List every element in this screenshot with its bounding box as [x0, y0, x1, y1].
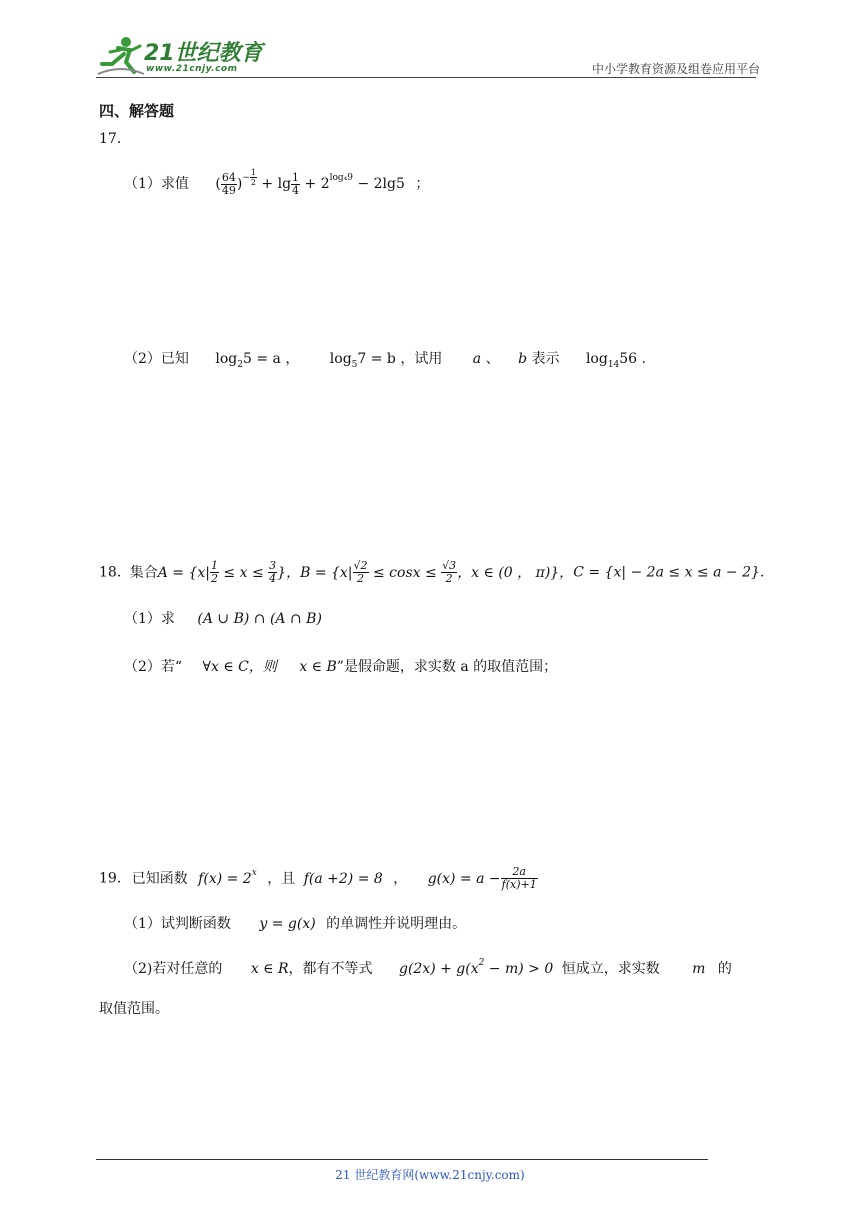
- q17-part2: [124, 348, 646, 370]
- denominator: 2: [357, 572, 365, 585]
- g-def: [427, 865, 538, 891]
- denominator: 4: [292, 183, 300, 197]
- numerator: √3: [442, 559, 457, 572]
- sep-1: ，且: [267, 870, 296, 887]
- f-exponent: x: [251, 867, 257, 878]
- log-text: log: [215, 351, 238, 367]
- ineq-a: g(2x) + g(x: [398, 961, 479, 977]
- q19-part2-rest: 恒成立，求实数: [561, 961, 660, 977]
- sep-2: ，: [393, 870, 408, 887]
- log-expr-1: [215, 351, 300, 370]
- q19-part1: [124, 913, 466, 933]
- lg-text: lg: [277, 176, 292, 192]
- q19-part2: [124, 958, 732, 978]
- semicolon: ；: [415, 176, 430, 192]
- numerator: 1: [250, 168, 256, 177]
- log-text: log: [585, 351, 608, 367]
- q19-part2-mid: ，都有不等式: [288, 961, 373, 977]
- var-a: a: [472, 351, 482, 367]
- q19-part1-label: （1）试判断函数: [124, 916, 231, 932]
- q19-number: 19.: [99, 870, 122, 887]
- denominator: 49: [221, 183, 236, 197]
- site-logo: [96, 34, 266, 78]
- logo-wordmark: 21世纪教育: [144, 41, 263, 66]
- log-text: log: [329, 351, 352, 367]
- express-text: 表示: [531, 351, 560, 367]
- fraction: [221, 172, 237, 197]
- f-condition: f(a +2) = 8: [303, 870, 383, 887]
- power-base: 2: [320, 176, 330, 192]
- q19-part2-de: 的: [717, 961, 732, 977]
- ineq-b: − m) > 0: [484, 961, 554, 977]
- x-in-r: x ∈ R: [250, 961, 289, 977]
- set-a: [157, 559, 301, 585]
- fraction: [441, 560, 457, 585]
- q18-part2: [124, 656, 557, 676]
- set-b-post: ，x ∈ (0 ， π)}，: [457, 564, 574, 581]
- exponent: [242, 168, 257, 187]
- fraction: [268, 560, 277, 585]
- denominator: 4: [269, 572, 277, 585]
- g-def-text: g(x) = a −: [427, 870, 501, 887]
- denominator: f(x)+1: [501, 878, 537, 891]
- q19-part2-line2: 取值范围。: [99, 1001, 169, 1017]
- logo-url: www.21cnjy.com: [146, 64, 238, 74]
- q18-part2-label: （2）若“: [124, 659, 183, 675]
- separator: 、: [485, 351, 500, 367]
- q19-part1-rest: 的单调性并说明理由。: [326, 916, 467, 932]
- ineq-exponent: 2: [478, 958, 485, 968]
- f-def: [198, 867, 257, 887]
- q18-number: 18.: [99, 564, 122, 581]
- set-a-post: }，: [277, 564, 301, 581]
- log-expr-3: [585, 351, 646, 370]
- q19-part1-expr: y = g(x): [259, 916, 316, 932]
- platform-name: 中小学教育资源及组卷应用平台: [591, 62, 760, 76]
- set-b-pre: B = {x|: [300, 564, 353, 581]
- set-a-pre: A = {x|: [157, 564, 210, 581]
- numerator: 1: [292, 170, 300, 184]
- exp-sign: −: [242, 173, 250, 183]
- log-rest: 56 .: [619, 351, 646, 367]
- q19-stem: [99, 866, 538, 891]
- footer-link[interactable]: 21 世纪教育网(www.21cnjy.com): [335, 1168, 525, 1182]
- inequality: [398, 958, 554, 977]
- q17-part2-label: （2）已知: [124, 351, 189, 367]
- numerator: 2a: [501, 866, 538, 879]
- denominator: 2: [250, 178, 256, 187]
- numerator: 64: [221, 170, 236, 184]
- fraction: [353, 560, 369, 585]
- q18-part1-label: （1）求: [124, 611, 175, 627]
- denominator: 2: [210, 572, 218, 585]
- q17-number: 17.: [99, 131, 122, 147]
- set-a-mid: ≤ x ≤: [218, 564, 269, 581]
- membership-expr: x ∈ B: [299, 659, 337, 675]
- numerator: 3: [269, 559, 277, 572]
- header-divider: [96, 77, 756, 78]
- set-b: [300, 559, 574, 585]
- q19-part2-label: （2)若对任意的: [124, 961, 223, 977]
- var-m: m: [692, 961, 706, 977]
- q18-part1-expr: (A ∪ B) ∩ (A ∩ B): [197, 611, 322, 627]
- forall-expr: ∀x ∈ C，则: [202, 659, 277, 675]
- q18-part2-rest: ”是假命题，求实数 a 的取值范围；: [336, 659, 558, 675]
- log-expr-2: [329, 351, 443, 370]
- expr-tail: − 2lg5: [357, 176, 405, 192]
- var-b: b: [518, 351, 528, 367]
- set-c: C = {x| − 2a ≤ x ≤ a − 2}.: [573, 564, 765, 581]
- q17-part1: [124, 168, 429, 197]
- runner-logo-icon: [96, 34, 146, 78]
- fraction: [210, 560, 219, 585]
- log-base: 14: [607, 360, 620, 370]
- footer-divider: [96, 1159, 708, 1160]
- q18-stem: [99, 560, 764, 585]
- log-base: 2: [237, 360, 243, 370]
- section-title: 四、解答题: [99, 102, 175, 120]
- numerator: 1: [210, 559, 218, 572]
- set-b-mid: ≤ cosx ≤: [368, 564, 442, 581]
- q17-part1-expr: ( $\frac{64}{49}$ )$^{- \frac{1}{2}}$ + lg $\frac{1}{4}$ + $2^{log_49} - 2\lg 5$: [215, 168, 405, 197]
- log-base: 5: [351, 360, 358, 370]
- numerator: √2: [353, 559, 368, 572]
- exp-fraction: [250, 168, 257, 187]
- fraction: [291, 172, 300, 197]
- log-rest: 7 = b ，试用: [357, 351, 443, 367]
- power-exponent: log₄9: [329, 173, 354, 183]
- fraction: [501, 866, 538, 891]
- q17-part1-label: （1）求值: [124, 176, 189, 192]
- denominator: 2: [445, 572, 453, 585]
- f-def-text: f(x) = 2: [198, 870, 252, 887]
- q18-part1: [124, 608, 322, 628]
- q19-intro: 已知函数: [131, 870, 188, 887]
- q18-intro: 集合: [129, 564, 158, 581]
- log-rest: 5 = a ，: [242, 351, 300, 367]
